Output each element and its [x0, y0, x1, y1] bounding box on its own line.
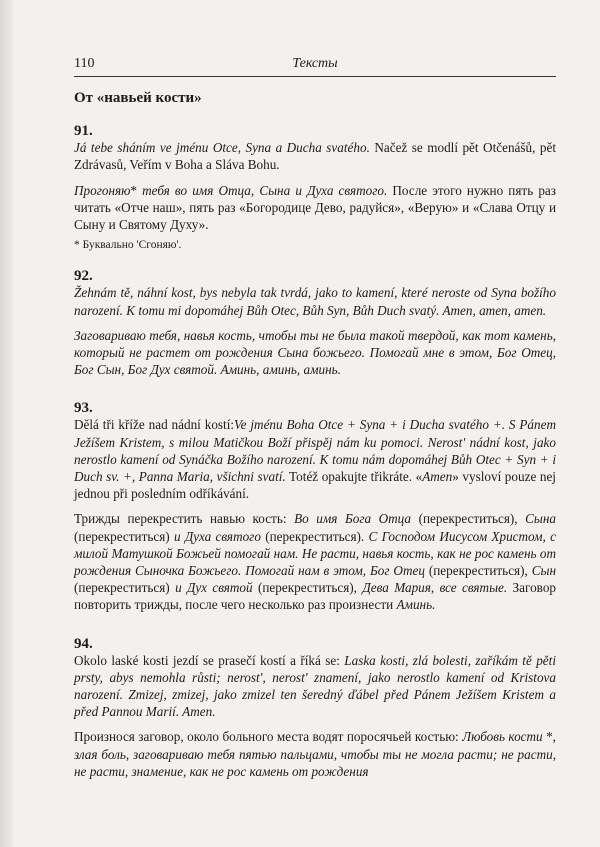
text-run: Načež se modlí pět Otčenášů, pět Zdrávasů, Veřím v Boha a Sláva Bohu. [74, 140, 556, 173]
text-run: Трижды перекрестить навью кость: [74, 511, 295, 527]
text-run: Любовь кости [462, 729, 543, 745]
text-run: Заговор повторить трижды, после чего несколько раз произнести [74, 580, 557, 613]
text-run: Сына [525, 511, 557, 527]
russian-translation [74, 327, 556, 379]
running-header [74, 54, 556, 77]
czech-text [74, 139, 556, 173]
page-number: 110 [74, 56, 95, 71]
page-content [74, 90, 556, 788]
russian-translation [74, 510, 556, 613]
text-run: Ve jménu Boha Otce + Syna + i Ducha svatého +. S Pánem Ježíšem Kristem, s milou Matičkou Boží přispěj nám ku pomoci. Nerost' nádní kost, jako nerostlo kamení od Synáčka Božího narození. K tomu nám dopomáhej Bůh Otec + Syn + i Duch sv. +, Panna Maria, všichni svatí. [74, 417, 556, 485]
text-run: Дева Мария, все святые. [362, 580, 508, 596]
footnote: * Буквально 'Сгоняю'. [74, 239, 182, 252]
entry-92 [74, 268, 556, 378]
russian-translation [74, 182, 556, 234]
text-run: Okolo laské kosti jezdí se prasečí kostí a říká se: [74, 652, 345, 668]
entry-number: 94. [74, 635, 93, 652]
text-run: С Господом Иисусом Христом, с милой Матушкой Божьей помогай нам. Не расти, навья кость, как не рос камень от рождения Сыночка Божьего. Помогай нам в этом, Бог Отец [74, 528, 556, 579]
text-run: Прогоняю [74, 182, 131, 198]
entry-number: 92. [74, 268, 93, 285]
text-run: злая боль, заговариваю тебя пятью пальцами, чтобы ты не могла расти; не расти, не расти, знамение, как не рос камень от рождения [74, 746, 556, 779]
russian-translation [74, 728, 556, 780]
entry-number: 91. [74, 123, 93, 140]
text-run: Dělá tři kříže nad nádní kostí: [74, 417, 235, 433]
text-run: После этого нужно пять раз читать «Отче наш», пять раз «Богородице Дево, радуйся», «Верую» и «Слава Отцу и Сыну и Святому Духу». [74, 182, 556, 233]
text-run: Totéž opakujte třikráte. « [285, 469, 423, 485]
text-run: и Духа святого [174, 528, 261, 544]
text-run: Аминь. [396, 597, 436, 613]
text-run: (перекреститься) [74, 580, 176, 596]
czech-text [74, 416, 556, 502]
czech-text [74, 652, 556, 721]
text-run: Заговариваю тебя, навья кость, чтобы ты не была такой твердой, как тот камень, который не растет от рождения Сына божьего. Помогай мне в этом, Бог Отец, Бог Сын, Бог Дух святой. Аминь, аминь, аминь. [74, 327, 556, 378]
section-title: От «навьей кости» [74, 90, 202, 106]
text-run: и Дух святой [175, 580, 253, 596]
text-run: Laska kosti, zlá bolesti, zaříkám tě pěti prsty, abys nemohla růsti; nerost', nerost' znamení, jako nerostlo kamení od Kristova narození. Zmizej, zmizej, jako zmizel ten šeredný ďábel před Pánem Ježíšem Kristem a před Pannou Marií. Amen. [74, 652, 556, 720]
text-run: (перекреститься) [74, 528, 174, 544]
text-run: (перекреститься). [260, 528, 369, 544]
text-run: *, [542, 729, 556, 745]
text-run: Žehnám tě, náhní kost, bys nebyla tak tvrdá, jako to kamení, které neroste od Syna božího narození. K tomu mi dopomáhej Bůh Otec, Bůh Syn, Bůh Duch svatý. Amen, amen, amen. [74, 285, 556, 318]
text-run: (перекреститься), [252, 580, 363, 596]
czech-text [74, 284, 556, 318]
entry-number: 93. [74, 400, 93, 417]
text-run: (перекреститься), [424, 563, 532, 579]
text-run: тебя во имя Отца, Сына и Духа святого. [142, 182, 388, 198]
entry-93 [74, 400, 556, 613]
text-run: (перекреститься), [411, 511, 526, 527]
text-run: Во имя Бога Отца [294, 511, 412, 527]
text-run: Amen [422, 469, 453, 485]
text-run: » vysloví pouze nej jednou při posledním odříkávání. [74, 469, 556, 502]
entry-94 [74, 636, 556, 780]
text-run: Произнося заговор, около больного места водят поросячьей костью: [74, 729, 463, 745]
text-run: * [130, 182, 143, 198]
page-spine-shadow [0, 0, 14, 847]
entry-91 [74, 123, 556, 254]
text-run: Já tebe sháním ve jménu Otce, Syna a Ducha svatého. [74, 140, 370, 156]
text-run: Сын [531, 563, 556, 579]
running-title: Тексты [292, 56, 338, 71]
